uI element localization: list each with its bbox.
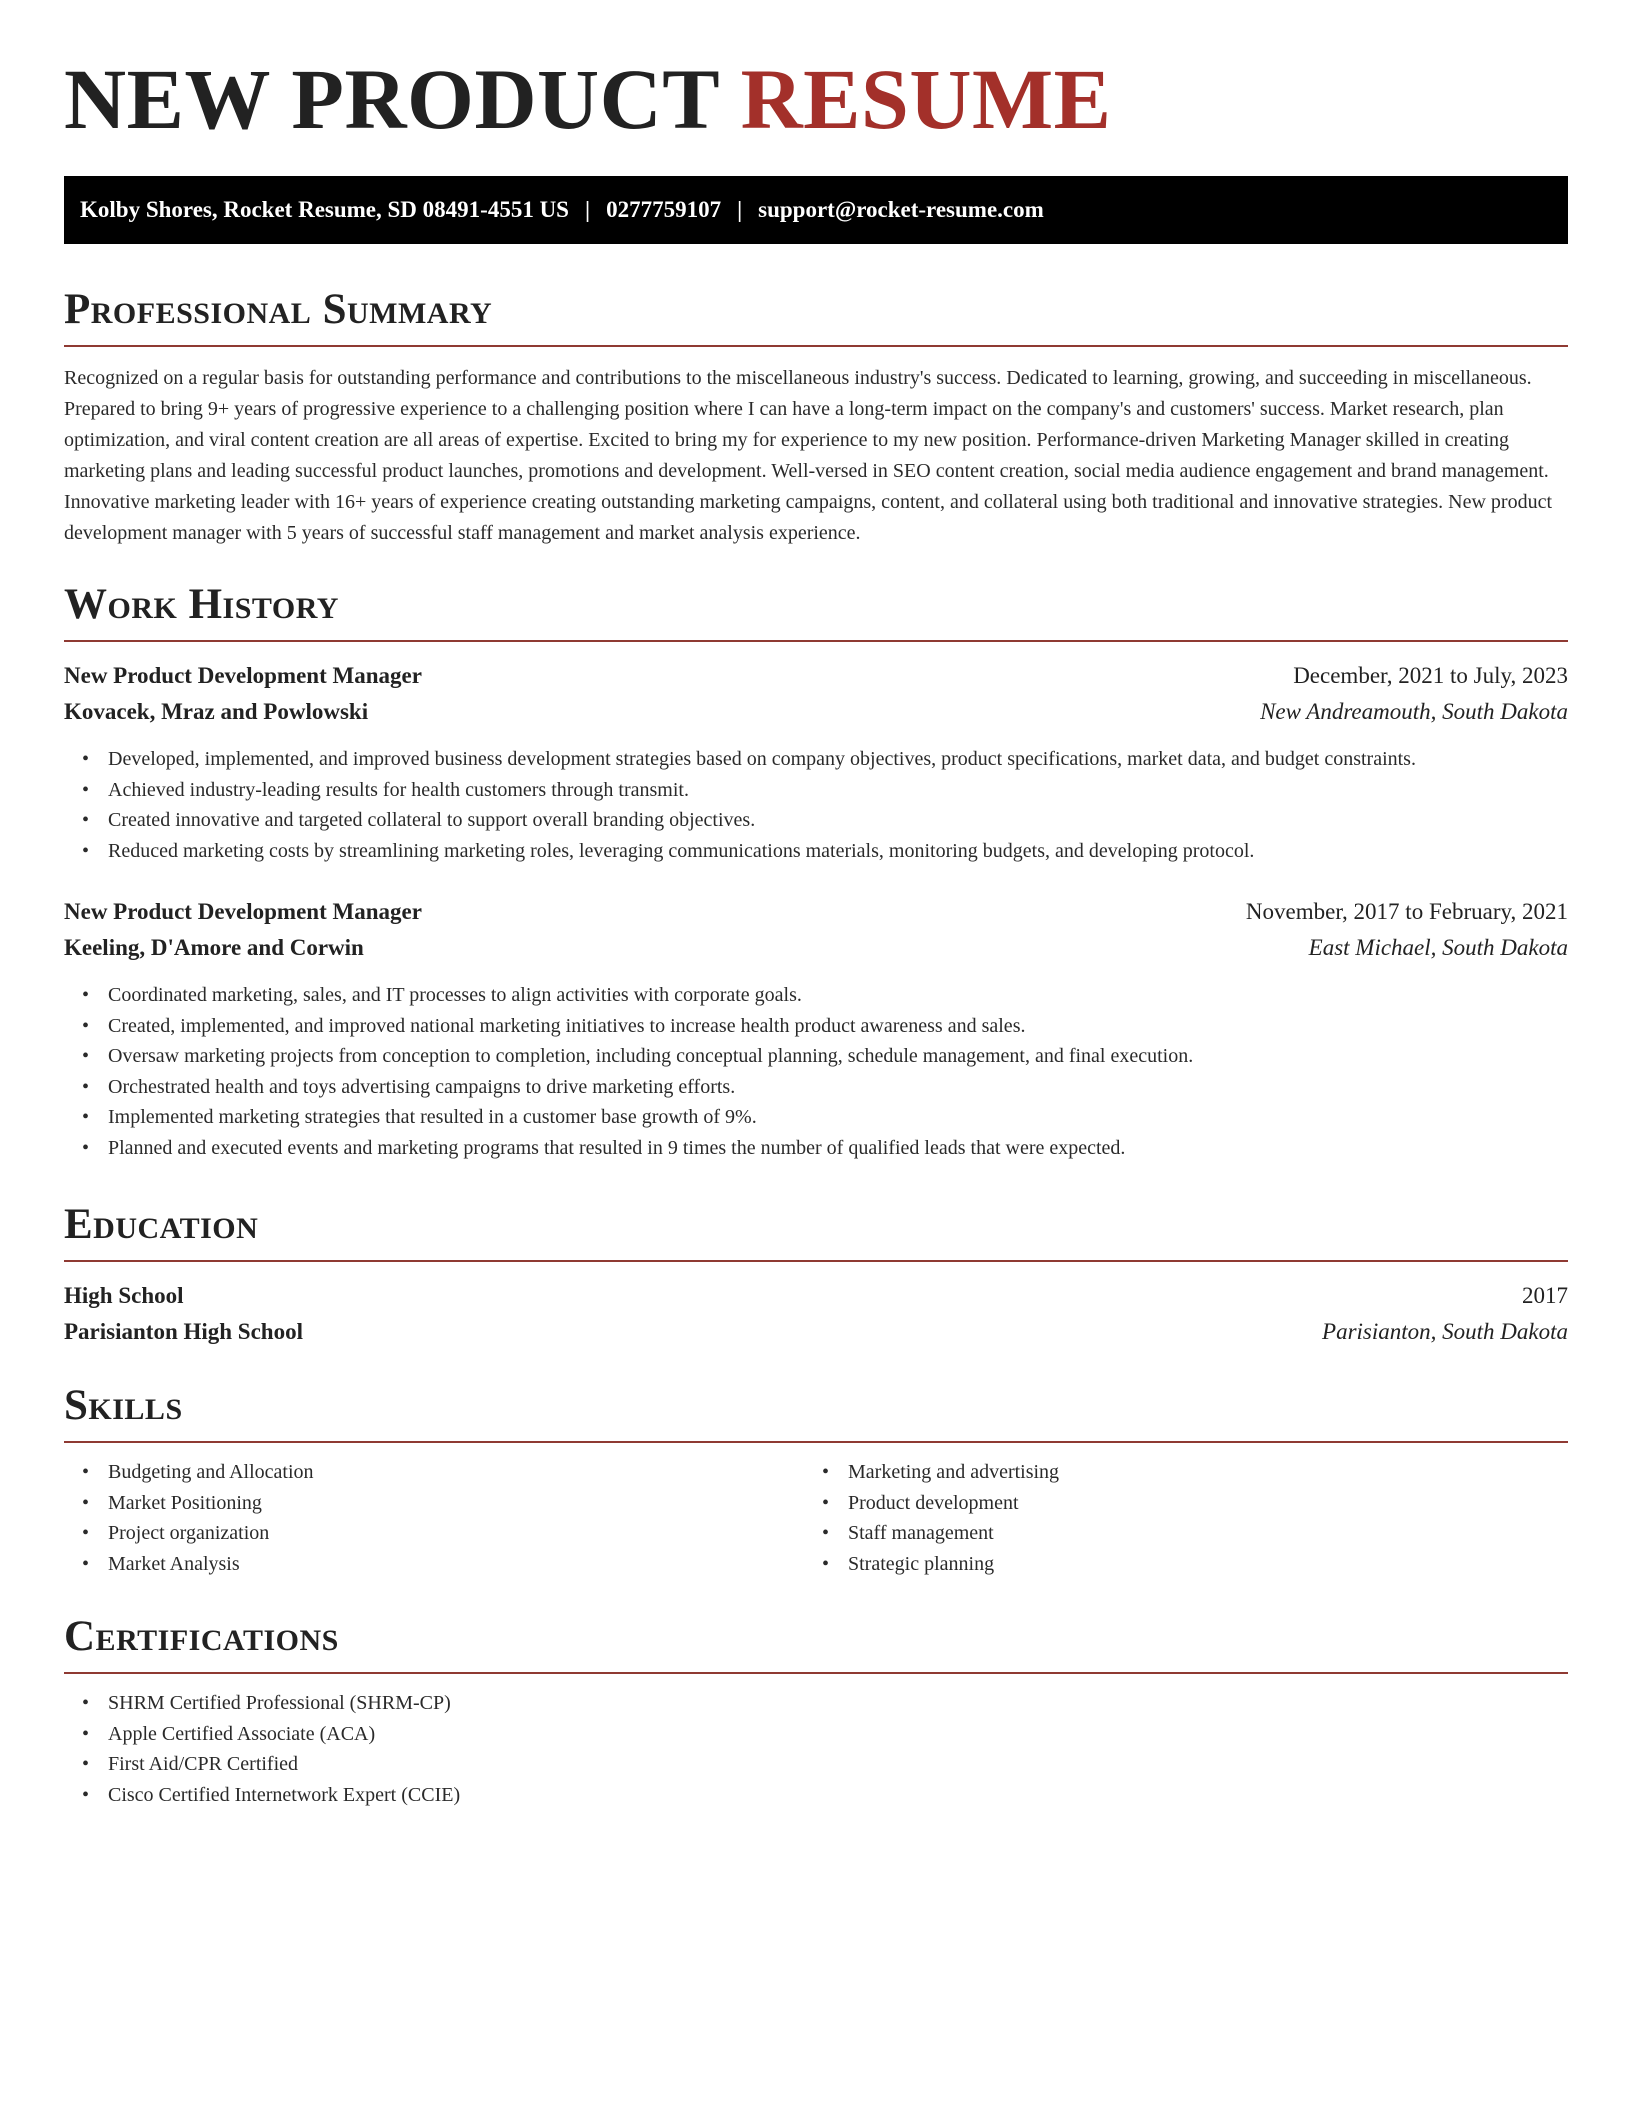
skill-item: • Marketing and advertising	[804, 1457, 1544, 1488]
certification-item: • Apple Certified Associate (ACA)	[64, 1719, 1568, 1750]
job-bullet: • Reduced marketing costs by streamlining marketing roles, leveraging communications materials, monitoring budgets, and developing protocol.	[64, 836, 1568, 867]
skill-item: • Budgeting and Allocation	[64, 1457, 804, 1488]
job-bullet: • Implemented marketing strategies that resulted in a customer base growth of 9%.	[64, 1102, 1568, 1133]
job-bullet: • Developed, implemented, and improved business development strategies based on company objectives, product specifications, market data, and budget constraints.	[64, 744, 1568, 775]
skill-item: • Staff management	[804, 1518, 1544, 1549]
job-company: Keeling, D'Amore and Corwin	[64, 935, 364, 960]
certification-item: • Cisco Certified Internetwork Expert (CCIE)	[64, 1780, 1568, 1811]
job-bullet: • Oversaw marketing projects from conception to completion, including conceptual planning, schedule management, and final execution.	[64, 1041, 1568, 1072]
job-dates: December, 2021 to July, 2023	[1293, 663, 1568, 688]
job-company-row	[64, 694, 1568, 730]
summary-text: Recognized on a regular basis for outstanding performance and contributions to the miscellaneous industry's success. Dedicated to learning, growing, and succeeding in miscellaneous. Prepared to bring 9+ years of progressive experience to a challenging position where I can have a long-term impact on the company's and customers' success. Market research, plan optimization, and viral content creation are all areas of expertise. Excited to bring my for experience to my new position. Performance-driven Marketing Manager skilled in creating marketing plans and leading successful product launches, promotions and development. Well-versed in SEO content creation, social media audience engagement and brand management. Innovative marketing leader with 16+ years of experience creating outstanding marketing campaigns, content, and collateral using both traditional and innovative strategies. New product development manager with 5 years of successful staff management and market analysis experience.	[64, 367, 1553, 544]
certifications-section	[64, 1615, 1568, 1810]
skills-list-right	[804, 1457, 1544, 1579]
education-school: Parisianton High School	[64, 1319, 303, 1344]
job-bullet: • Orchestrated health and toys advertising campaigns to drive marketing efforts.	[64, 1072, 1568, 1103]
job-bullet: • Achieved industry-leading results for health customers through transmit.	[64, 775, 1568, 806]
job-bullets	[64, 744, 1568, 866]
education-heading: Education	[64, 1203, 1568, 1262]
skill-item: • Market Analysis	[64, 1549, 804, 1580]
work-history-heading: Work History	[64, 583, 1568, 642]
job-entry	[64, 658, 1568, 866]
skill-item: • Project organization	[64, 1518, 804, 1549]
education-row	[64, 1278, 1568, 1314]
job-company: Kovacek, Mraz and Powlowski	[64, 699, 369, 724]
summary-section	[64, 288, 1568, 549]
job-bullet: • Coordinated marketing, sales, and IT processes to align activities with corporate goals.	[64, 980, 1568, 1011]
skills-list-left	[64, 1457, 804, 1579]
job-entry	[64, 894, 1568, 1163]
skill-item: • Strategic planning	[804, 1549, 1544, 1580]
skills-columns	[64, 1457, 1568, 1579]
contact-address: Kolby Shores, Rocket Resume, SD 08491-4551 US	[80, 197, 569, 222]
certification-item: • First Aid/CPR Certified	[64, 1749, 1568, 1780]
contact-bar	[64, 176, 1568, 244]
job-bullets	[64, 980, 1568, 1163]
education-school-row	[64, 1314, 1568, 1350]
education-location: Parisianton, South Dakota	[1322, 1319, 1568, 1344]
skill-item: • Product development	[804, 1488, 1544, 1519]
job-title: New Product Development Manager	[64, 663, 422, 688]
contact-phone[interactable]: 0277759107	[606, 197, 722, 222]
work-history-section	[64, 583, 1568, 1163]
title-part-1: NEW PRODUCT	[64, 51, 719, 147]
skills-heading: Skills	[64, 1384, 1568, 1443]
certifications-heading: Certifications	[64, 1615, 1568, 1674]
job-bullet: • Created innovative and targeted collateral to support overall branding objectives.	[64, 805, 1568, 836]
contact-separator: |	[737, 197, 743, 222]
contact-separator: |	[584, 197, 591, 222]
contact-email[interactable]: support@rocket-resume.com	[758, 197, 1044, 222]
education-degree: High School	[64, 1283, 184, 1308]
skills-section	[64, 1384, 1568, 1579]
job-bullet: • Planned and executed events and marketing programs that resulted in 9 times the number of qualified leads that were expected.	[64, 1133, 1568, 1164]
job-dates: November, 2017 to February, 2021	[1245, 899, 1568, 924]
job-company-row	[64, 930, 1568, 966]
education-year: 2017	[1522, 1283, 1568, 1308]
skill-item: • Market Positioning	[64, 1488, 804, 1519]
education-section	[64, 1203, 1568, 1350]
job-header-row	[64, 894, 1568, 930]
certification-item: • SHRM Certified Professional (SHRM-CP)	[64, 1688, 1568, 1719]
job-title: New Product Development Manager	[64, 899, 422, 924]
resume-title	[64, 51, 1112, 147]
job-header-row	[64, 658, 1568, 694]
summary-heading: Professional Summary	[64, 288, 1568, 347]
job-location: East Michael, South Dakota	[1308, 935, 1568, 960]
education-entry	[64, 1278, 1568, 1350]
certifications-list	[64, 1688, 1568, 1810]
job-location: New Andreamouth, South Dakota	[1260, 699, 1568, 724]
job-bullet: • Created, implemented, and improved national marketing initiatives to increase health product awareness and sales.	[64, 1011, 1568, 1042]
title-part-2: RESUME	[740, 51, 1112, 147]
